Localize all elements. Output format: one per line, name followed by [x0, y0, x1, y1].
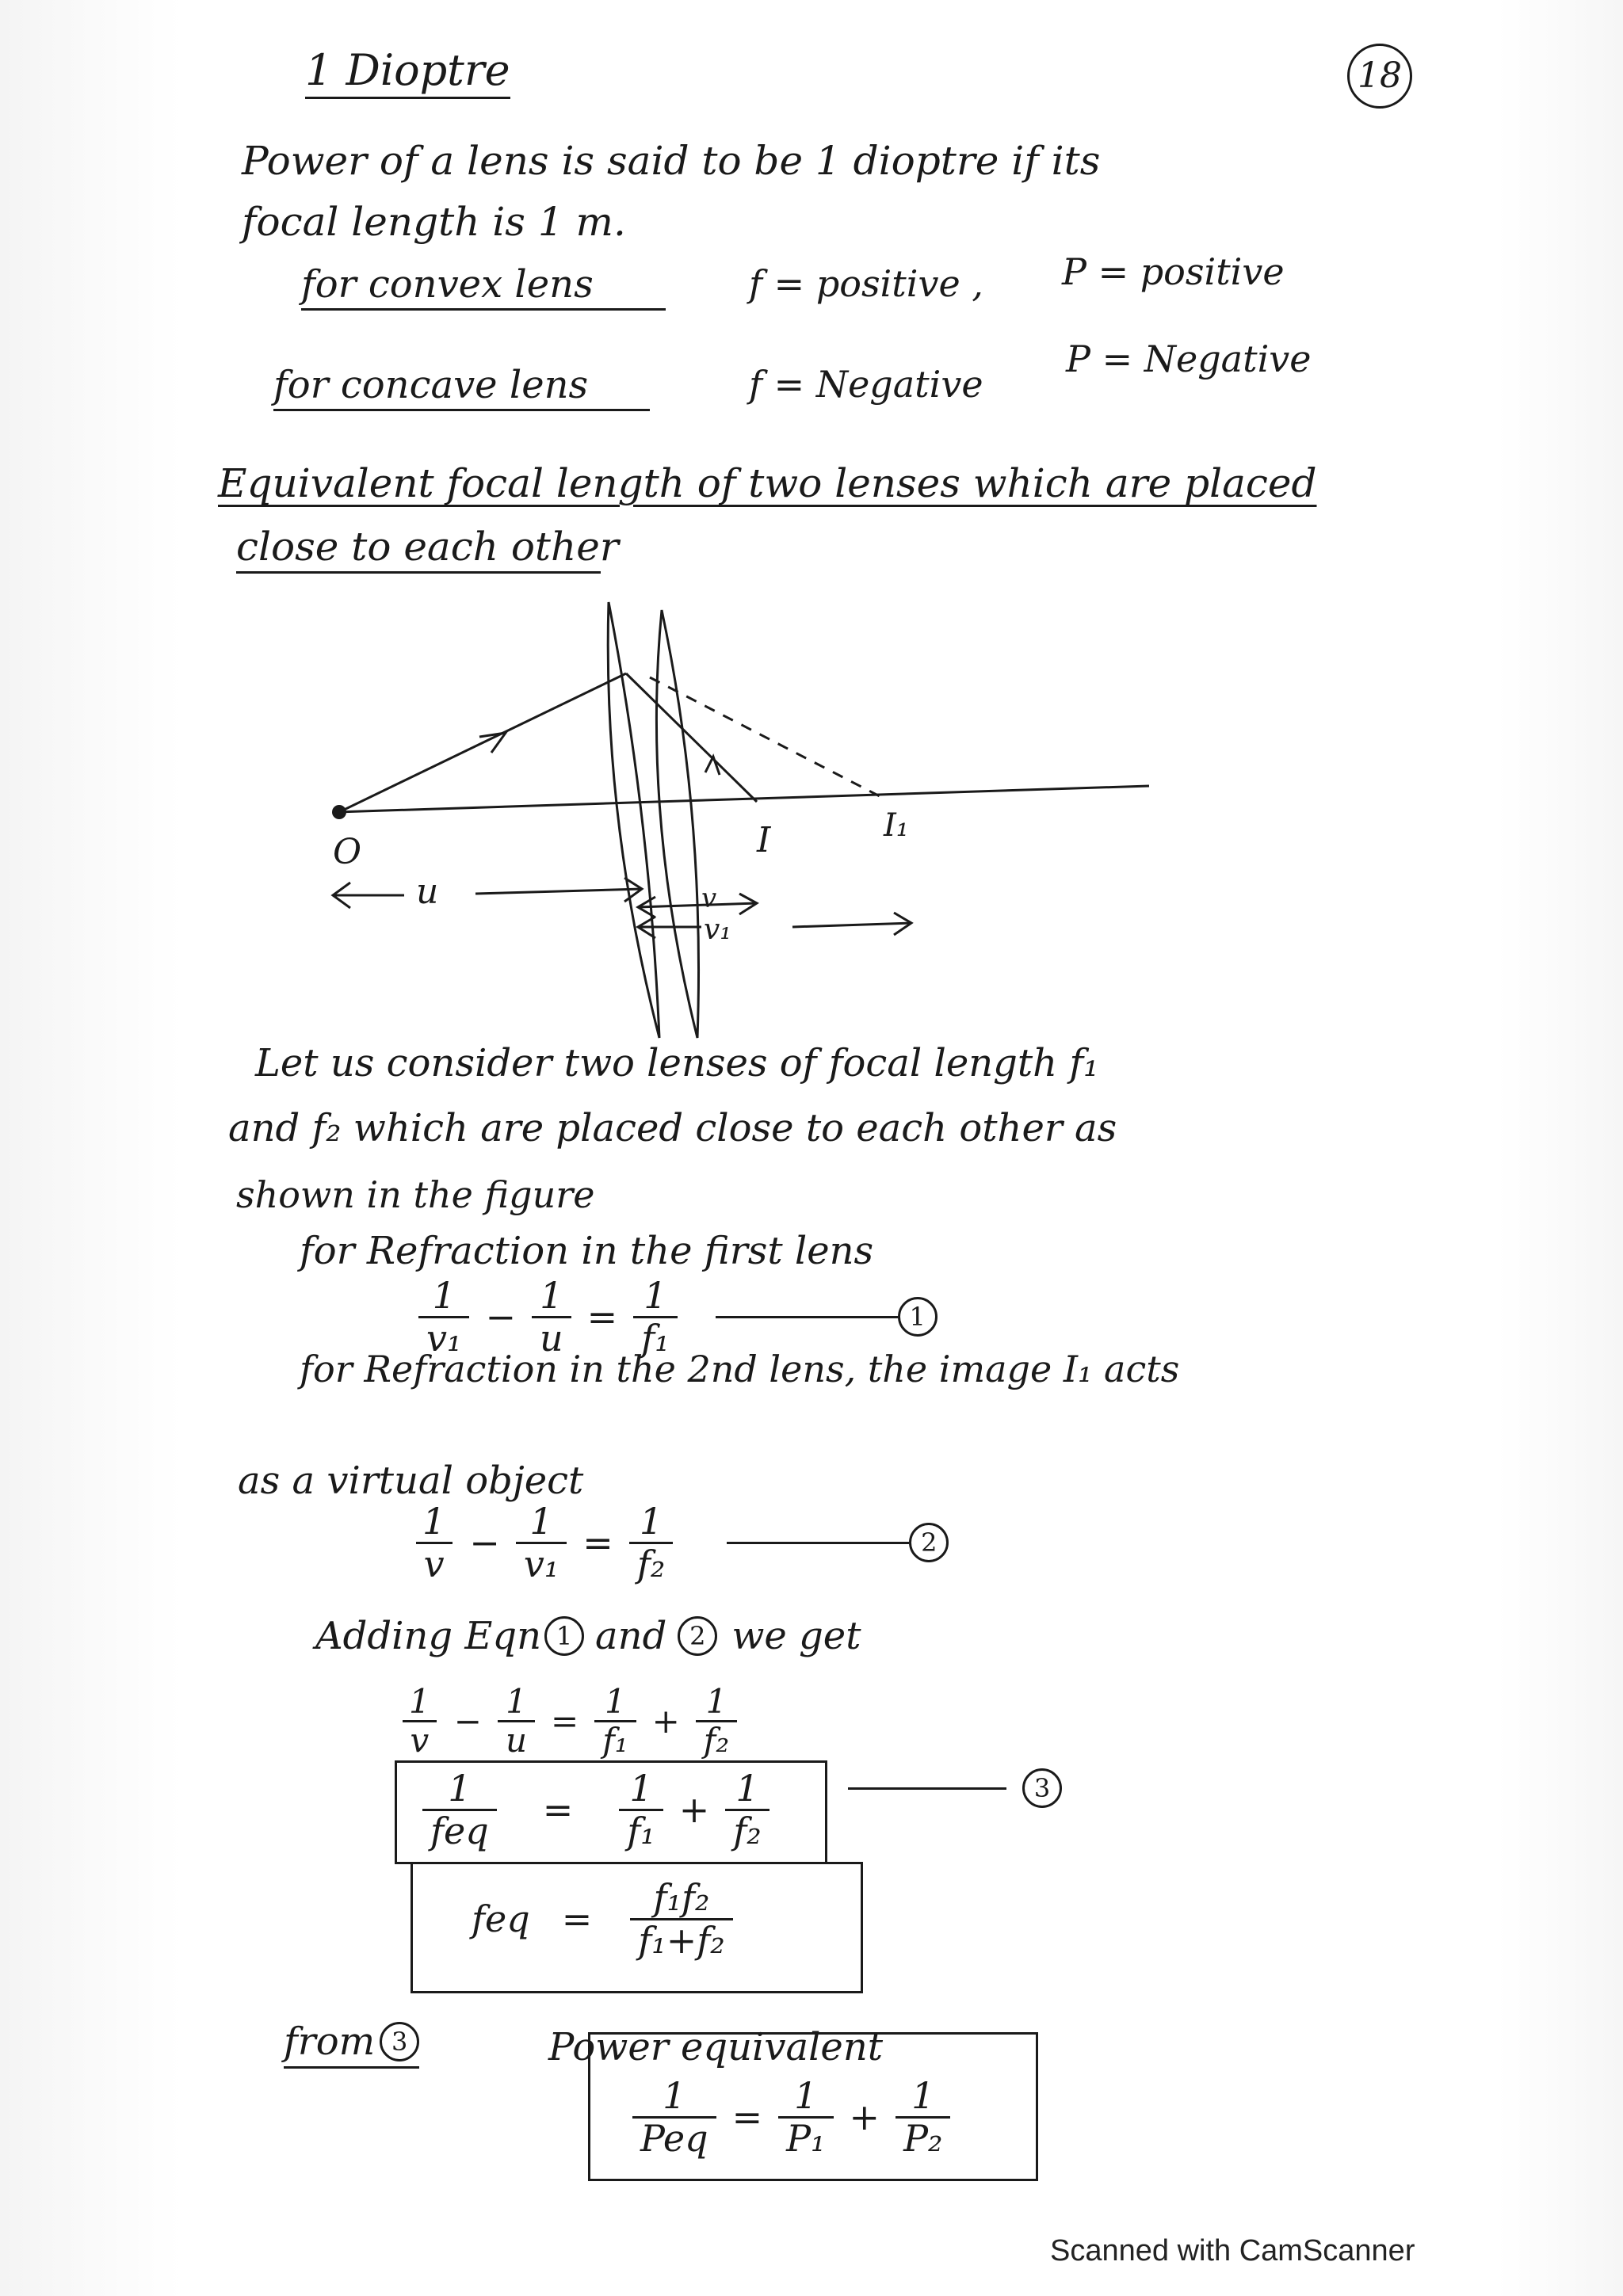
- virtual-object-line: as a virtual object: [238, 1459, 584, 1503]
- page-left-shadow: [0, 0, 182, 2296]
- convex-f: f = positive ,: [749, 262, 983, 305]
- adding-line: Adding Eqn 1 and 2 we get: [315, 1614, 861, 1658]
- label-I1: I₁: [884, 807, 909, 844]
- u-arrow-right: [475, 889, 642, 894]
- final-refracted-ray: [626, 673, 757, 802]
- incident-ray: [339, 673, 626, 812]
- scanner-watermark: Scanned with CamScanner: [1050, 2234, 1415, 2267]
- second-lens: [656, 610, 698, 1038]
- explanation-line-1: Let us consider two lenses of focal length f₁: [255, 1041, 1099, 1085]
- page-right-shadow: [1496, 0, 1623, 2296]
- equation-3-tag: [848, 1768, 1062, 1808]
- power-equivalent-label: Power equivalent: [548, 2025, 884, 2069]
- refracted-ray-arrow: [705, 757, 720, 775]
- concave-label: for concave lens: [273, 366, 650, 411]
- label-v: v: [701, 883, 717, 914]
- section-heading-line-1: Equivalent focal length of two lenses which are placed: [218, 460, 1317, 506]
- equation-1: $\frac{1}{\text{v₁}}$ − $\frac{1}{u}$ = $\frac{1}{\text{f₁}}$ 1: [412, 1276, 938, 1358]
- concave-p: P = Negative: [1066, 338, 1312, 380]
- explanation-line-2: and f₂ which are placed close to each other as: [228, 1106, 1117, 1150]
- section-heading-line-2: close to each other: [236, 527, 601, 574]
- page-number: 18: [1347, 44, 1412, 109]
- label-u: u: [416, 871, 439, 912]
- refraction-second-lens: for Refraction in the 2nd lens, the image I₁ acts: [300, 1348, 1180, 1390]
- equation-tag-1: 1: [898, 1297, 938, 1337]
- convex-label: for convex lens: [301, 265, 666, 311]
- equation-2: $\frac{1}{v}$ − $\frac{1}{\text{v₁}}$ = $\frac{1}{\text{f₂}}$ 2: [408, 1501, 949, 1584]
- v1-arrow-right: [792, 923, 911, 927]
- definition-line-2: focal length is 1 m.: [242, 199, 626, 245]
- page-title: 1 Dioptre: [305, 49, 510, 99]
- label-O: O: [333, 832, 362, 872]
- lens-diagram: [301, 586, 1189, 1046]
- label-I: I: [757, 820, 771, 860]
- from-label: from 3: [284, 2022, 419, 2069]
- equation-tag-2: 2: [909, 1523, 949, 1562]
- refraction-first-lens: for Refraction in the first lens: [300, 1229, 874, 1273]
- principal-axis: [337, 786, 1149, 812]
- first-lens: [608, 602, 659, 1038]
- concave-f: f = Negative: [749, 363, 983, 406]
- label-v1: v₁: [704, 913, 731, 946]
- feq-equation: feq = $\frac{\text{f₁f₂}}{\text{f₁+f₂}}$: [472, 1878, 739, 1960]
- explanation-line-3: shown in the figure: [236, 1173, 595, 1216]
- power-equation: $\frac{1}{\text{Peq}}$ = $\frac{1}{\text{P₁}}$ + $\frac{1}{\text{P₂}}$: [626, 2076, 957, 2158]
- equation-3: $\frac{1}{\text{feq}}$ = $\frac{1}{\text{f₁}}$ + $\frac{1}{\text{f₂}}$: [416, 1768, 776, 1851]
- sum-equation: $\frac{1}{v}$ − $\frac{1}{u}$ = $\frac{1}{\text{f₁}}$ + $\frac{1}{\text{f₂}}$: [395, 1684, 743, 1759]
- convex-p: P = positive: [1062, 250, 1285, 293]
- equation-tag-3: 3: [1022, 1768, 1062, 1808]
- definition-line-1: Power of a lens is said to be 1 dioptre if its: [242, 138, 1101, 184]
